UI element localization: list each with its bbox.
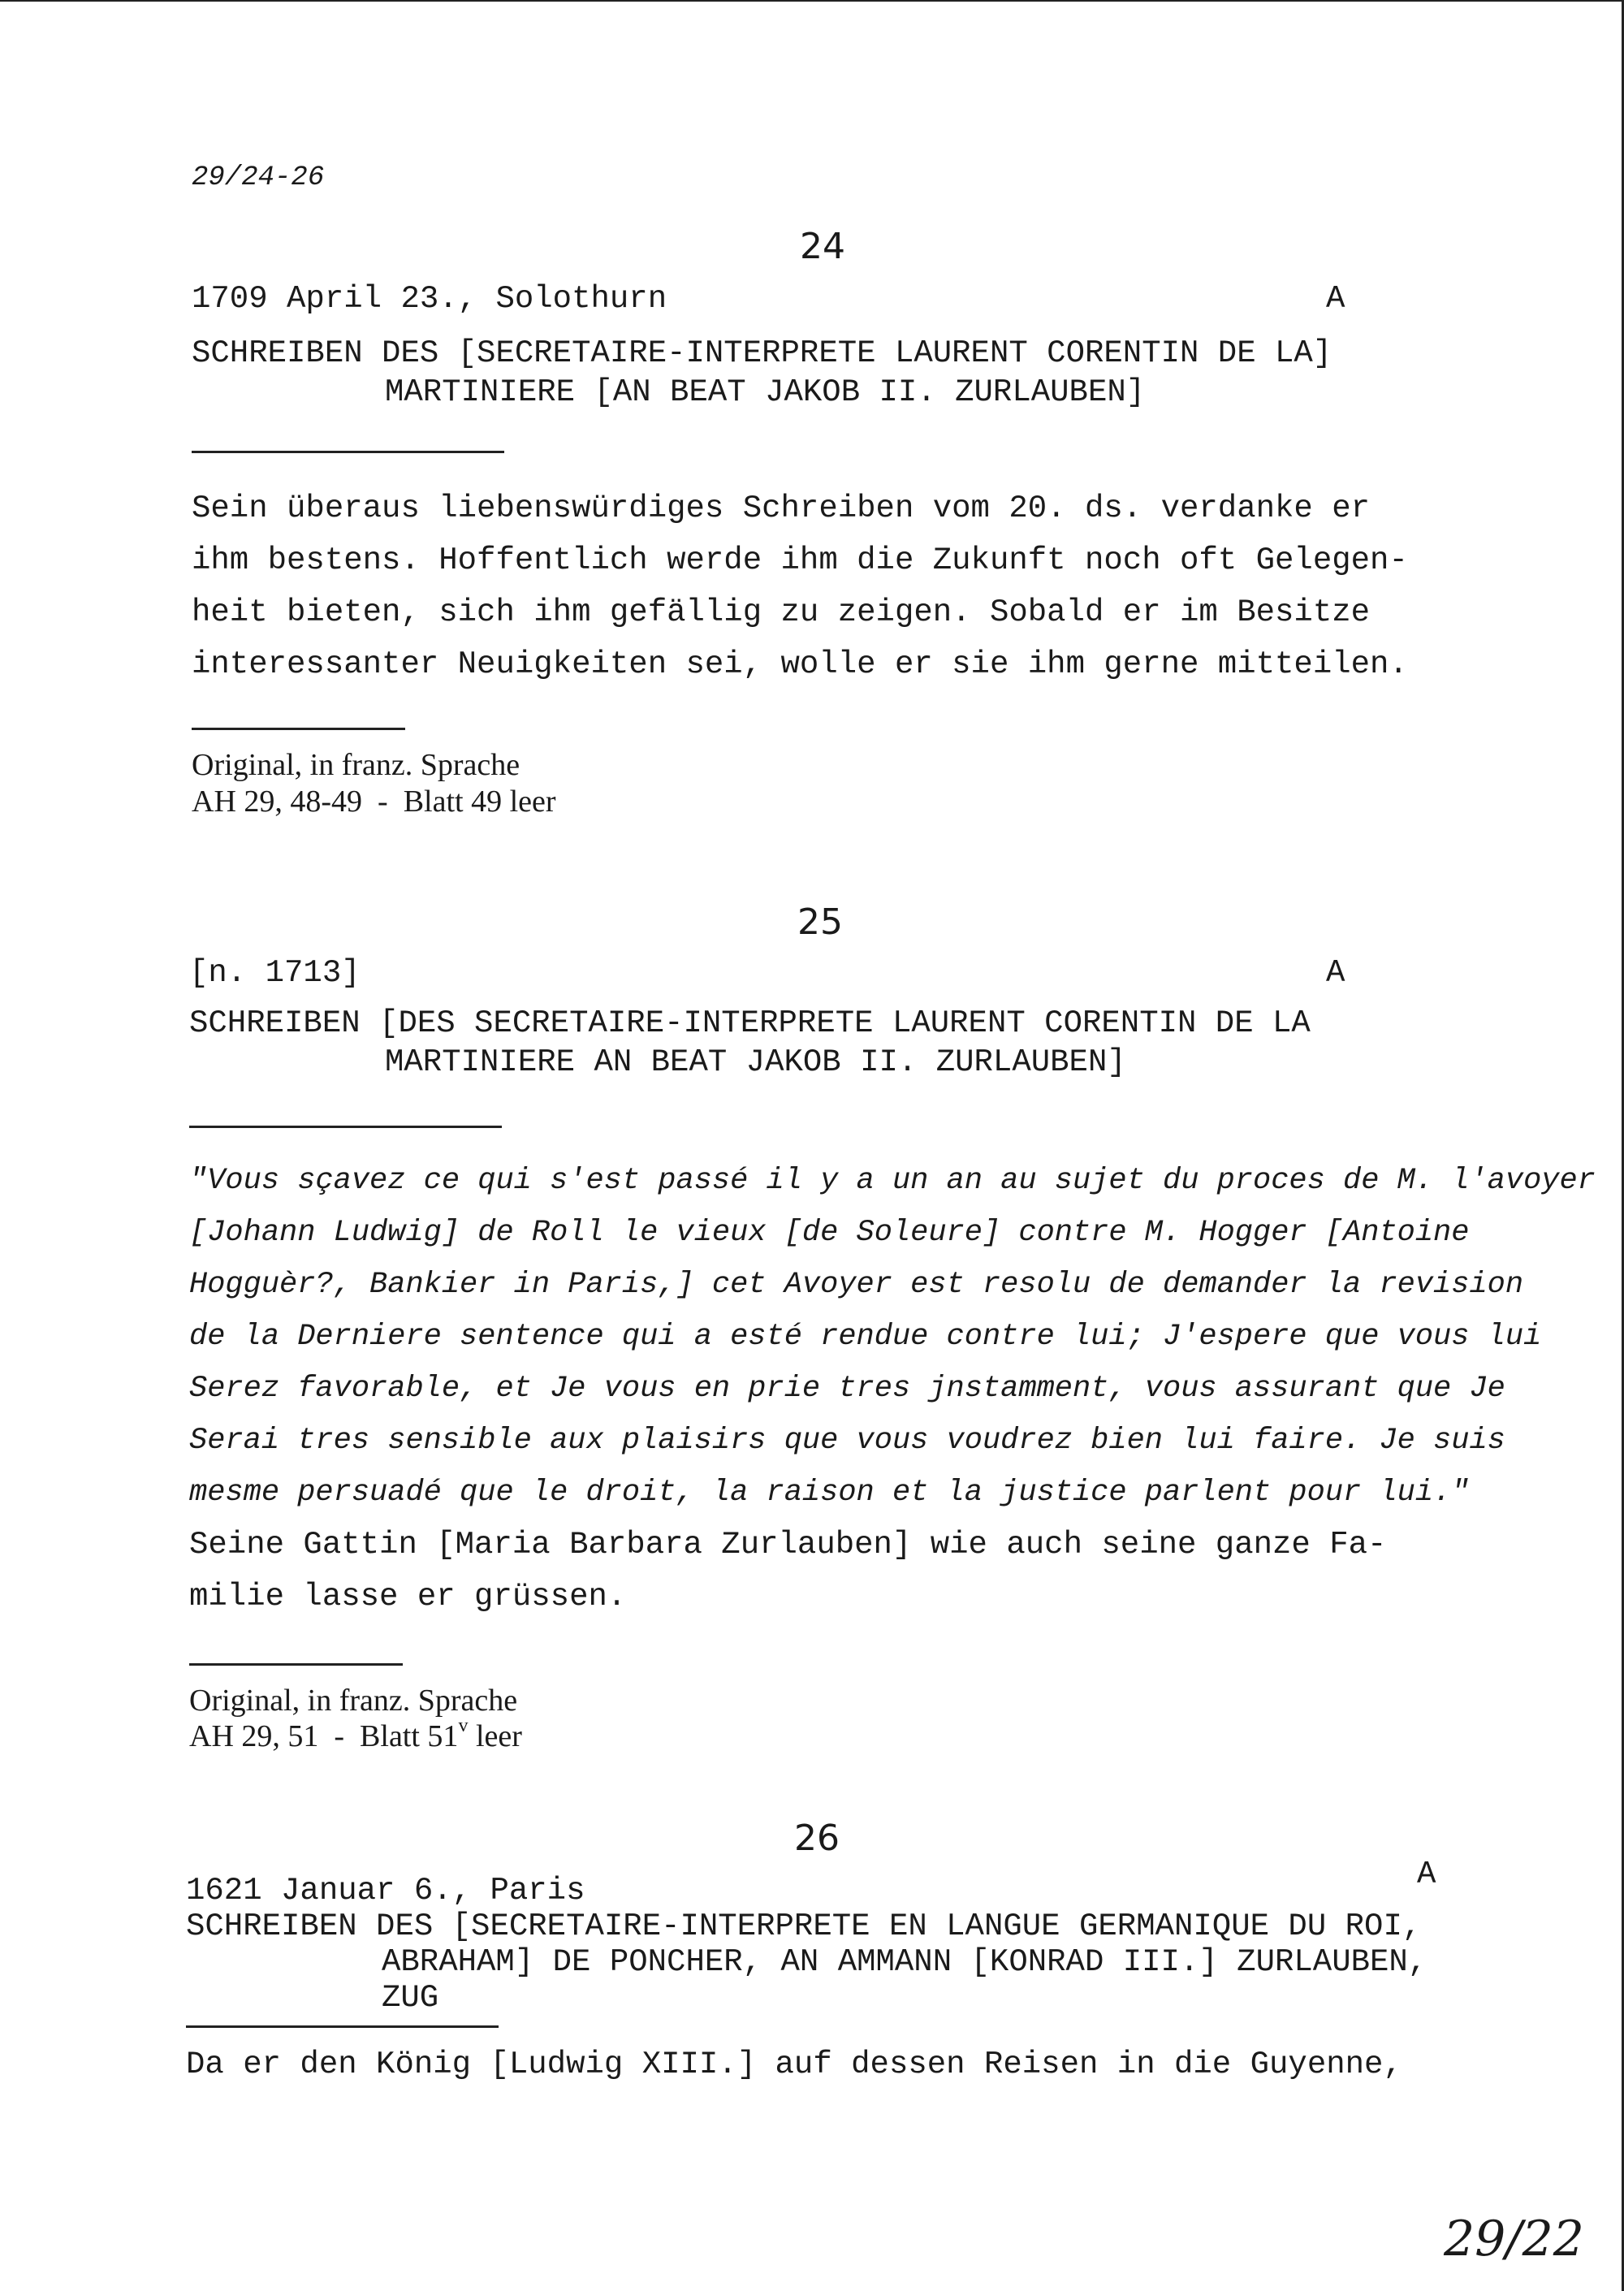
entry-24-class: A (1326, 281, 1345, 317)
entry-26-title-line1: SCHREIBEN DES [SECRETAIRE-INTERPRETE EN LANGUE GERMANIQUE DU ROI, (186, 1908, 1422, 1944)
entry-24-body-line3: heit bieten, sich ihm gefällig zu zeigen. Sobald er im Besitze (192, 594, 1371, 630)
entry-24-body-line1: Sein überaus liebenswürdiges Schreiben vom 20. ds. verdanke er (192, 491, 1371, 526)
entry-25-quote-line7: mesme persuadé que le droit, la raison et la justice parlent pour lui." (189, 1476, 1470, 1510)
entry-25-quote-line3: Hogguèr?, Bankier in Paris,] cet Avoyer est resolu de demander la revision (189, 1268, 1524, 1302)
entry-25-quote-line1: "Vous sçavez ce qui s'est passé il y a un an au sujet du proces de M. l'avoyer (189, 1164, 1596, 1198)
entry-25-footnote-line2 (189, 1715, 522, 1754)
entry-25-title-line1: SCHREIBEN [DES SECRETAIRE-INTERPRETE LAURENT CORENTIN DE LA (189, 1005, 1311, 1041)
entry-24-title-line2: MARTINIERE [AN BEAT JAKOB II. ZURLAUBEN] (385, 374, 1146, 410)
entry-25-quote-line4: de la Derniere sentence qui a esté rendue contre lui; J'espere que vous lui (189, 1320, 1542, 1354)
page-top-border (0, 0, 1624, 2)
entry-24-footnote-line2: AH 29, 48-49 - Blatt 49 leer (192, 785, 556, 819)
entry-24-body-line2: ihm bestens. Hoffentlich werde ihm die Zukunft noch oft Gelegen- (192, 542, 1408, 578)
entry-25-body-line2: milie lasse er grüssen. (189, 1579, 627, 1615)
entry-24-body-line4: interessanter Neuigkeiten sei, wolle er sie ihm gerne mitteilen. (192, 646, 1408, 682)
entry-25-quote-line5: Serez favorable, et Je vous en prie tres jnstamment, vous assurant que Je (189, 1372, 1505, 1406)
archive-signature: 29/24-26 (192, 162, 325, 193)
entry-26-date: 1621 Januar 6., Paris (186, 1873, 585, 1908)
entry-25-quote-line6: Serai tres sensible aux plaisirs que vous voudrez bien lui faire. Je suis (189, 1424, 1505, 1458)
entry-26-class: A (1417, 1857, 1436, 1892)
entry-25-separator (189, 1126, 502, 1128)
entry-26-body-line1: Da er den König [Ludwig XIII.] auf dessen Reisen in die Guyenne, (186, 2047, 1402, 2082)
entry-24-number: 24 (800, 226, 845, 267)
entry-25-footnote-verso-mark: v (458, 1715, 469, 1736)
entry-26-number: 26 (794, 1818, 840, 1859)
entry-25-body-line1: Seine Gattin [Maria Barbara Zurlauben] wie auch seine ganze Fa- (189, 1527, 1387, 1563)
entry-25-footnote-line2-end: leer (468, 1719, 522, 1753)
entry-24-separator (192, 451, 504, 453)
entry-25-title-line2: MARTINIERE AN BEAT JAKOB II. ZURLAUBEN] (385, 1044, 1126, 1080)
entry-24-footnote-rule (192, 728, 405, 730)
entry-26-title-line2: ABRAHAM] DE PONCHER, AN AMMANN [KONRAD III.] ZURLAUBEN, (382, 1944, 1427, 1980)
entry-25-footnote-line2-main: AH 29, 51 - Blatt 51 (189, 1719, 459, 1753)
entry-25-quote-line2: [Johann Ludwig] de Roll le vieux [de Soleure] contre M. Hogger [Antoine (189, 1216, 1470, 1250)
entry-25-footnote-rule (189, 1663, 403, 1666)
entry-24-footnote-line1: Original, in franz. Sprache (192, 748, 520, 782)
entry-24-title-line1: SCHREIBEN DES [SECRETAIRE-INTERPRETE LAURENT CORENTIN DE LA] (192, 335, 1332, 371)
handwritten-page-number: 29/22 (1444, 2211, 1584, 2267)
entry-24-date: 1709 April 23., Solothurn (192, 281, 667, 317)
entry-26-separator (186, 2025, 499, 2028)
entry-25-number: 25 (797, 901, 843, 943)
entry-26-title-line3: ZUG (382, 1980, 439, 2016)
entry-25-date: [n. 1713] (189, 955, 361, 991)
entry-25-class: A (1326, 955, 1345, 991)
entry-25-footnote-line1: Original, in franz. Sprache (189, 1684, 518, 1718)
